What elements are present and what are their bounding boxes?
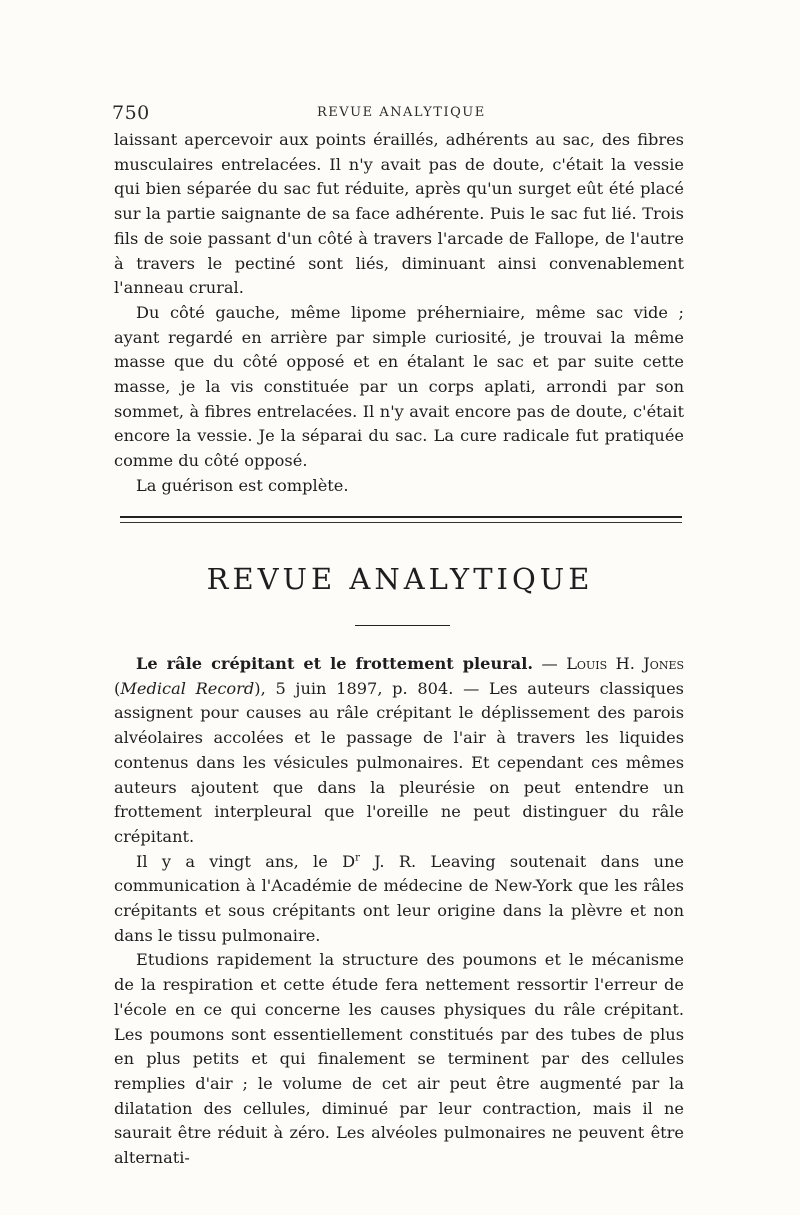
citation: , 5 juin 1897, p. 804. bbox=[260, 678, 454, 698]
text-run: J. R. Leaving soutenait dans une communication à l'Académie de médecine de New-York que les râles crépitants et sous crépitants ont leur origine dans la plèvre et non dans le tissu pulmonaire. bbox=[114, 851, 685, 945]
dash: — bbox=[533, 654, 567, 673]
double-rule-top bbox=[120, 516, 682, 518]
section-title: REVUE ANALYTIQUE bbox=[206, 562, 594, 596]
paragraph: Du côté gauche, même lipome préherniaire, même sac vide ; ayant regardé en arrière par simple curiosité, je trouvai la même masse que du côté opposé et en étalant le sac et par suite cette masse, je la vis constituée par un corps aplati, arrondi par son sommet, à fibres entrelacées. Il n'y avait encore pas de doute, c'était encore la vessie. Je la séparai du sac. La cure radicale fut pratiquée comme du côté opposé. bbox=[114, 302, 684, 471]
page-header bbox=[112, 102, 682, 128]
running-head: REVUE ANALYTIQUE bbox=[317, 105, 486, 120]
journal-name: Medical Record bbox=[120, 678, 255, 698]
intro-text: — Les auteurs classiques assignent pour causes au râle crépitant le déplissement des parois alvéolaires accolées et le passage de l'air à travers les liquides contenus dans les vésicules pulmonaires. Et cependant ces mêmes auteurs ajoutent que dans la pleurésie on peut entendre un frottement interpleural que l'oreille ne peut distinguer du râle crépitant. bbox=[114, 678, 684, 846]
double-rule-bottom bbox=[120, 522, 682, 523]
superscript: r bbox=[355, 852, 360, 864]
article bbox=[114, 652, 684, 1171]
paragraph bbox=[114, 850, 684, 949]
article-title: Le râle crépitant et le frottement pleural. bbox=[136, 654, 534, 673]
paragraph: La guérison est complète. bbox=[136, 475, 349, 495]
article-intro-paragraph: Le râle crépitant et le frottement pleural. — Louis H. Jones (Medical Record), 5 juin 1897, p. 804. — Les auteurs classiques assignent pour causes au râle crépitant le déplissement des parois alvéolaires accolées et le passage de l'air à travers les liquides contenus dans les vésicules pulmonaires. Et cependant ces mêmes auteurs ajoutent que dans la pleurésie on peut entendre un frottement interpleural que l'oreille ne peut distinguer du râle crépitant. bbox=[114, 654, 685, 846]
title-underline bbox=[355, 625, 450, 626]
paragraph: Etudions rapidement la structure des poumons et le mécanisme de la respiration et cette étude fera nettement ressortir l'erreur de l'école en ce qui concerne les causes physiques du râle crépitant. Les poumons sont essentiellement constitués par des tubes de plus en plus petits et qui finalement se terminent par des cellules remplies d'air ; le volume de cet air peut être augmenté par la dilatation des cellules, diminué par leur contraction, mais il ne saurait être réduit à zéro. Les alvéoles pulmonaires ne peuvent être alternati- bbox=[114, 950, 684, 1168]
page-number: 750 bbox=[112, 102, 150, 124]
previous-article-text bbox=[114, 128, 684, 499]
article-author: Louis H. Jones bbox=[566, 654, 685, 673]
paragraph: laissant apercevoir aux points éraillés, adhérents au sac, des fibres musculaires entrelacées. Il n'y avait pas de doute, c'était la vessie qui bien séparée du sac fut réduite, après qu'un surget eût été placé sur la partie saignante de sa face adhérente. Puis le sac fut lié. Trois fils de soie passant d'un côté à travers l'arcade de Fallope, de l'autre à travers le pectiné sont liés, diminuant ainsi convenablement l'anneau crural. bbox=[114, 130, 684, 298]
text-run: Il y a vingt ans, le D bbox=[136, 851, 356, 871]
